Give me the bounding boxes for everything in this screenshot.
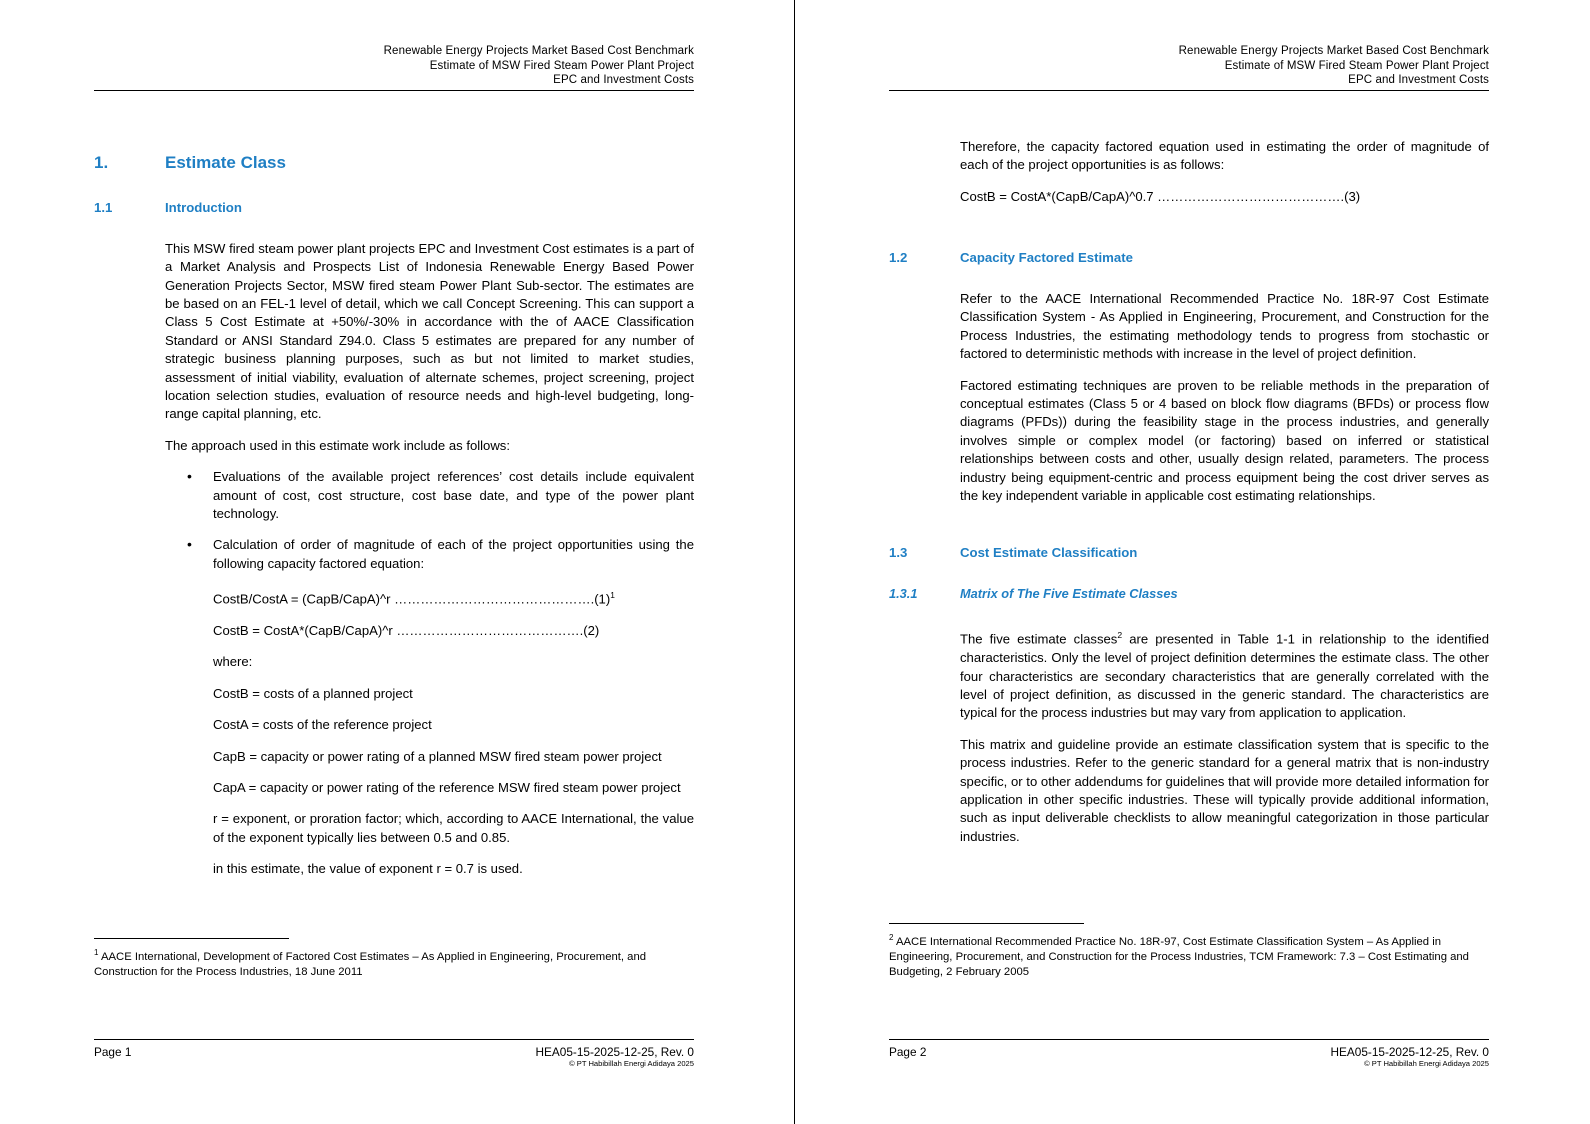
footnote-area-page2 [889,923,1489,980]
heading-1-1-introduction [94,200,694,215]
equation-2-text: CostB = CostA*(CapB/CapA)^r …………………………………….(2) [213,623,600,639]
page-footer-2 [889,1039,1489,1069]
paragraph-therefore: Therefore, the capacity factored equation used in estimating the order of magnitude of each of the project opportunities is as follows: [960,138,1489,173]
header-line-3: EPC and Investment Costs [1348,74,1489,87]
footnote-area-page1 [94,938,694,980]
paragraph-refer-aace: Refer to the AACE International Recommended Practice No. 18R-97 Cost Estimate Classification System - As Applied in Engineering, Procurement, and Construction for the Process Industries, the estimating methodology tends to progress from stochastic or factored to deterministic methods with increase in the level of project definition. [960,291,1489,362]
heading-1-2-title: Capacity Factored Estimate [960,250,1133,265]
page1-body [165,240,694,879]
copyright-notice: © PT Habibillah Energi Adidaya 2025 [569,1059,694,1068]
equation-1-text: CostB/CostA = (CapB/CapA)^r ……………………………………….(1) [213,591,611,607]
definition-costb: CostB = costs of a planned project [213,685,413,701]
page2-classification-body [960,626,1489,846]
paragraph-factored-techniques: Factored estimating techniques are proven to be reliable methods in the preparation of conceptual estimates (Class 5 or 4 based on block flow diagrams (BFDs) or process flow diagrams (PFDs)) during the feasibility stage in the process industries, and generally involves simple or complex model (or factoring) based on inferred or statistical relationships between costs and other, usually design related, parameters. The process industry being equipment-centric and process equipment being the cost driver serves as the key independent variable in applicable cost estimating relationships. [960,377,1489,504]
heading-1-estimate-class [94,153,694,173]
heading-1-2-number: 1.2 [889,250,908,265]
five-classes-post: are presented in Table 1-1 in relationship to the identified characteristics. Only the level of project definition determines the estimate class. The other four characteristics are secondary characteristics that are generally correlated with the level of project definition, as discussed in the generic standard. The characteristics are typical for the process industries but may vary from application to application. [960,631,1489,721]
heading-1-1-title: Introduction [165,199,242,215]
page-number-label: Page 1 [94,1045,132,1059]
heading-1-2-capacity-factored-estimate [889,250,1489,265]
footnote-1 [94,945,694,980]
header-line-2: Estimate of MSW Fired Steam Power Plant Project [429,59,694,72]
footnote-separator-rule [94,938,289,939]
equation-3-text: CostB = CostA*(CapB/CapA)^0.7 …………………………………….(3) [960,188,1361,204]
heading-1-3-cost-estimate-classification [889,545,1489,560]
footnote-2-marker-inline: 2 [1117,630,1123,641]
page2-top-body [960,138,1489,206]
page-number-label: Page 2 [889,1045,927,1059]
heading-1-3-1-number: 1.3.1 [889,586,918,602]
header-line-1: Renewable Energy Projects Market Based Cost Benchmark [1178,45,1489,57]
footnote-1-marker: 1 [94,948,99,957]
definition-capa: CapA = capacity or power rating of the reference MSW fired steam power project [213,780,681,796]
footnote-2 [889,930,1489,980]
equation-2 [165,622,694,640]
equation-3 [960,188,1489,206]
page-footer-1 [94,1039,694,1069]
heading-1-title: Estimate Class [165,152,286,172]
equation-1-footnote-marker: 1 [610,590,615,601]
heading-1-3-number: 1.3 [889,545,908,561]
equation-1 [165,586,694,609]
heading-1-number: 1. [94,152,109,172]
page-2 [795,0,1590,1124]
footnote-separator-rule [889,923,1084,924]
document-number: HEA05-15-2025-12-25, Rev. 0 [535,1045,694,1059]
document-number: HEA05-15-2025-12-25, Rev. 0 [1330,1045,1489,1059]
header-line-3: EPC and Investment Costs [553,74,694,87]
heading-1-3-1-matrix [889,586,1489,601]
header-line-2: Estimate of MSW Fired Steam Power Plant Project [1224,59,1489,72]
copyright-notice: © PT Habibillah Energi Adidaya 2025 [1364,1059,1489,1068]
page2-capacity-body [960,290,1489,505]
definition-capb: CapB = capacity or power rating of a planned MSW fired steam power project [213,748,662,764]
list-item: • Calculation of order of magnitude of each of the project opportunities using the following capacity factored equation: [187,536,694,573]
footnote-2-text: AACE International Recommended Practice No. 18R-97, Cost Estimate Classification System – As Applied in Engineering, Procurement, and Construction for the Process Industries, TCM Framework: 7.3 – Cost Estimating and Budgeting, 2 February 2005 [889,935,1469,979]
header-line-1: Renewable Energy Projects Market Based Cost Benchmark [383,45,694,57]
paragraph-approach-lead: The approach used in this estimate work include as follows: [165,437,510,453]
heading-1-3-1-title: Matrix of The Five Estimate Classes [960,586,1178,602]
footnote-2-marker: 2 [889,933,894,942]
footnote-1-text: AACE International, Development of Factored Cost Estimates – As Applied in Engineering, Procurement, and Construction for the Process Industries, 18 June 2011 [94,950,647,978]
paragraph-five-classes [960,626,1489,722]
heading-1-1-number: 1.1 [94,199,113,215]
heading-1-3-title: Cost Estimate Classification [960,545,1138,561]
definition-costa: CostA = costs of the reference project [213,717,432,733]
five-classes-pre: The five estimate classes [960,631,1118,647]
definition-exponent: r = exponent, or proration factor; which, according to AACE International, the value of the exponent typically lies between 0.5 and 0.85. [213,811,694,845]
paragraph-matrix-guideline: This matrix and guideline provide an estimate classification system that is specific to the process industries. Refer to the generic standard for a general matrix that is non-industry specific, or to other addendums for guidelines that will provide more detailed information for application in other specific industries. These will typically provide additional information, such as input deliverable checklists to allow meaningful categorization in those particular industries. [960,736,1489,844]
running-header-page2 [889,0,1489,91]
where-label: where: [213,654,253,670]
approach-bullet-list [165,468,694,573]
paragraph-introduction: This MSW fired steam power plant projects EPC and Investment Cost estimates is a part of a Market Analysis and Prospects List of Indonesia Renewable Energy Based Power Generation Projects Sector, MSW fired steam Power Plant Sub-sector. The estimates are be based on an FEL-1 level of detail, which we call Concept Screening. This can support a Class 5 Cost Estimate at +50%/-30% in accordance with the of AACE Classification Standard or ANSI Standard Z94.0. Class 5 estimates are prepared for any number of strategic business planning purposes, such as but not limited to market studies, assessment of initial viability, evaluation of alternate schemes, project screening, project location selection studies, evaluation of resource needs and high-level budgeting, long-range capital planning, etc. [165,240,694,422]
running-header-page1 [94,0,694,91]
definition-exponent-used: in this estimate, the value of exponent r = 0.7 is used. [213,861,523,877]
list-item: • Evaluations of the available project references’ cost details include equivalent amount of cost, cost structure, cost base date, and type of the power plant technology. [187,468,694,523]
